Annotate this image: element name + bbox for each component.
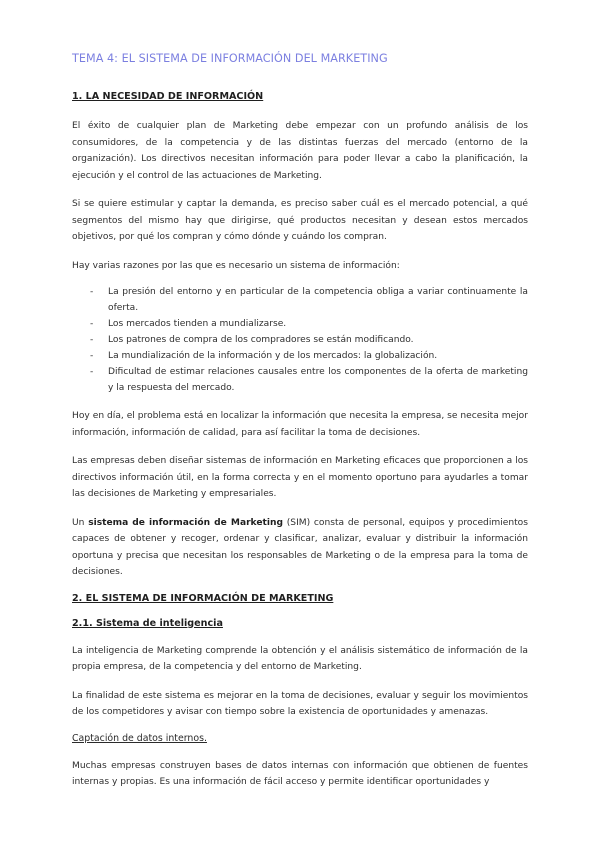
paragraph-1: El éxito de cualquier plan de Marketing debe empezar con un profundo análisis de los consumidores, de la competencia y de las distintas fuerzas del mercado (entorno de la organización). Los directivos necesitan información para poder llevar a cabo la planificación, la ejecución y el control de las actuaciones de Marketing.	[72, 121, 528, 181]
paragraph-8: La finalidad de este sistema es mejorar en la toma de decisiones, evaluar y seguir los movimientos de los competidores y avisar con tiempo sobre la existencia de oportunidades y amenazas.	[72, 690, 528, 717]
paragraph-6	[72, 515, 528, 581]
internal-data-heading: Captación de datos internos.	[72, 732, 207, 744]
list-item-text: Los patrones de compra de los compradores se están modificando.	[108, 335, 414, 345]
section-heading-1: 1. LA NECESIDAD DE INFORMACIÓN	[72, 91, 264, 102]
dash-bullet: -	[90, 319, 94, 329]
list-item-text: La mundialización de la información y de los mercados: la globalización.	[108, 351, 438, 361]
paragraph-7: La inteligencia de Marketing comprende la obtención y el análisis sistemático de información de la propia empresa, de la competencia y del entorno de Marketing.	[72, 645, 528, 672]
list-item	[90, 348, 528, 364]
subsection-heading-2-1: 2.1. Sistema de inteligencia	[72, 617, 223, 629]
reasons-list	[90, 284, 528, 396]
sim-term: sistema de información de Marketing	[88, 517, 283, 528]
paragraph-3: Hay varias razones por las que es necesario un sistema de información:	[72, 260, 400, 271]
dash-bullet: -	[90, 367, 94, 377]
paragraph-4: Hoy en día, el problema está en localizar la información que necesita la empresa, se necesita mejor información, información de calidad, para así facilitar la toma de decisiones.	[72, 411, 528, 438]
paragraph-6-lead: Un	[72, 517, 85, 528]
list-item	[90, 316, 528, 332]
list-item	[90, 364, 528, 396]
dash-bullet: -	[90, 287, 94, 297]
paragraph-5: Las empresas deben diseñar sistemas de información en Marketing eficaces que proporcionen a los directivos información útil, en la forma correcta y en el momento oportuno para ayudarles a tomar las decisiones de Marketing y empresariales.	[72, 456, 528, 499]
section-heading-2: 2. EL SISTEMA DE INFORMACIÓN DE MARKETING	[72, 592, 334, 604]
paragraph-2: Si se quiere estimular y captar la demanda, es preciso saber cuál es el mercado potencial, a qué segmentos del mismo hay que dirigirse, qué productos necesitan y desean estos mercados objetivos, por qué los compran y cómo dónde y cuándo los compran.	[72, 199, 528, 242]
list-item	[90, 284, 528, 316]
list-item	[90, 332, 528, 348]
list-item-text: Dificultad de estimar relaciones causales entre los componentes de la oferta de marketing y la respuesta del mercado.	[108, 367, 528, 393]
dash-bullet: -	[90, 335, 94, 345]
paragraph-9: Muchas empresas construyen bases de datos internas con información que obtienen de fuentes internas y propias. Es una información de fácil acceso y permite identificar oportunidades y	[72, 760, 528, 787]
document-title: TEMA 4: EL SISTEMA DE INFORMACIÓN DEL MARKETING	[72, 52, 388, 65]
dash-bullet: -	[90, 351, 94, 361]
list-item-text: La presión del entorno y en particular de la competencia obliga a variar continuamente la oferta.	[108, 287, 528, 313]
paragraph-6-rest: (SIM) consta de personal, equipos y procedimientos capaces de obtener y recoger, ordenar y clasificar, analizar, evaluar y distribuir la información oportuna y precisa que necesitan los responsables de Marketing o de la empresa para la toma de decisiones.	[72, 517, 528, 577]
list-item-text: Los mercados tienden a mundializarse.	[108, 319, 287, 329]
